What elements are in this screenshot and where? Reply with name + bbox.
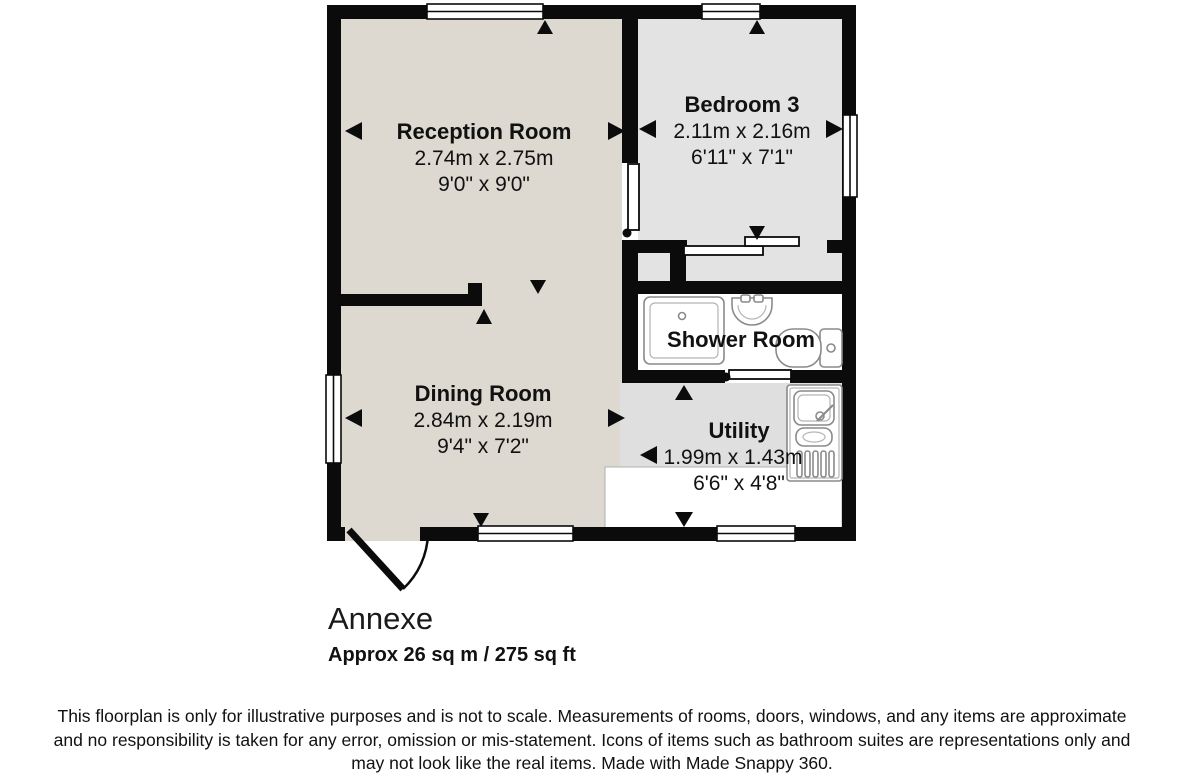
- window-icon: [427, 4, 543, 19]
- dining-room-imperial: 9'4" x 7'2": [437, 435, 529, 458]
- utility-metric: 1.99m x 1.43m: [663, 446, 803, 469]
- disclaimer-line: This floorplan is only for illustrative purposes and is not to scale. Measurements of rooms, doors, windows, and any items are approximate: [57, 706, 1127, 726]
- bedroom3-imperial: 6'11" x 7'1": [691, 146, 793, 169]
- reception-room-label: Reception Room: [396, 119, 572, 144]
- window-icon: [478, 526, 573, 541]
- bedroom3-metric: 2.11m x 2.16m: [673, 120, 811, 143]
- utility-label: Utility: [708, 418, 770, 443]
- window-icon: [702, 4, 760, 19]
- bedroom3-label: Bedroom 3: [684, 92, 800, 117]
- disclaimer: [0, 705, 1184, 776]
- plan-area-summary: Approx 26 sq m / 275 sq ft: [328, 644, 576, 666]
- reception-room-imperial: 9'0" x 9'0": [438, 173, 530, 196]
- internal-door-icon: [623, 164, 640, 238]
- shower-room-label: Shower Room: [667, 327, 815, 352]
- window-icon: [843, 115, 857, 197]
- utility-imperial: 6'6" x 4'8": [693, 472, 785, 495]
- disclaimer-line: may not look like the real items. Made with Made Snappy 360.: [351, 753, 833, 773]
- disclaimer-line: and no responsibility is taken for any error, omission or mis-statement. Icons of items such as bathroom suites are representations only and: [53, 729, 1131, 750]
- window-icon: [717, 526, 795, 541]
- window-icon: [326, 375, 341, 463]
- dining-room-label: Dining Room: [414, 381, 552, 406]
- plan-title: Annexe: [328, 601, 434, 636]
- shower-door-icon: [722, 370, 792, 382]
- reception-room-metric: 2.74m x 2.75m: [414, 147, 554, 170]
- dining-room-metric: 2.84m x 2.19m: [413, 409, 553, 432]
